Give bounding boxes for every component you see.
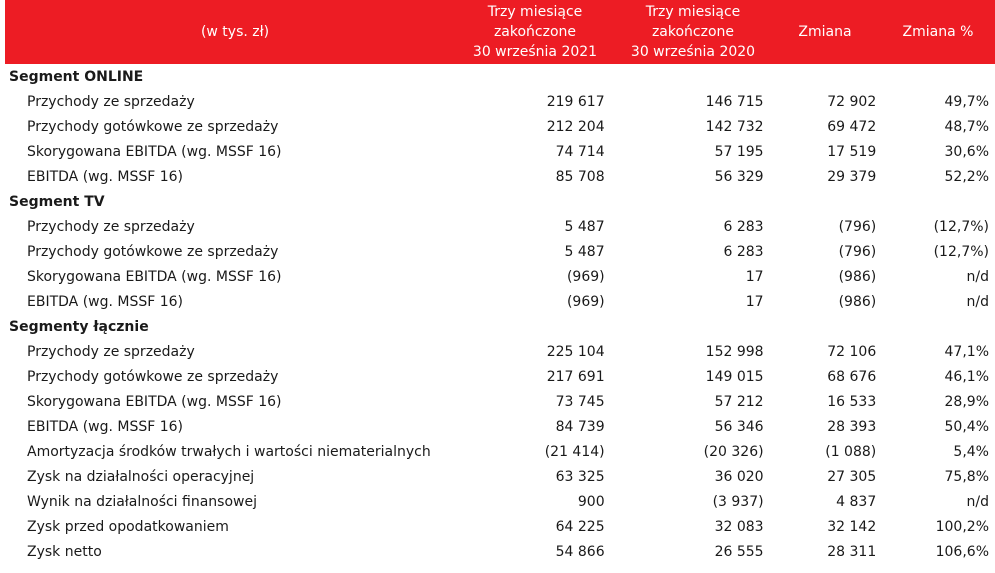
- cell-value-2021: 225 104: [546, 343, 605, 360]
- cell-value-2020: 36 020: [714, 468, 764, 485]
- cell-change: 29 379: [827, 168, 877, 185]
- cell-change-pct: 100,2%: [935, 518, 989, 535]
- table-row: [5, 389, 995, 414]
- header-col-change-label: Zmiana: [798, 24, 852, 40]
- cell-change-pct: n/d: [966, 493, 989, 510]
- segment-header-row: [5, 314, 995, 339]
- header-col-2021-line: 30 września 2021: [472, 44, 598, 60]
- table-row: [5, 539, 995, 564]
- cell-change-pct: 75,8%: [944, 468, 989, 485]
- cell-change-pct: 5,4%: [953, 443, 989, 460]
- cell-value-2021: (969): [566, 268, 605, 285]
- cell-change: (796): [838, 218, 877, 235]
- header-col-2021-line: Trzy miesiące: [487, 4, 583, 20]
- cell-value-2020: 6 283: [723, 218, 764, 235]
- cell-change-pct: n/d: [966, 268, 989, 285]
- segment-title: Segment TV: [9, 193, 105, 210]
- table-row: [5, 464, 995, 489]
- header-col-change-pct-label: Zmiana %: [902, 24, 974, 40]
- cell-value-2020: (3 937): [712, 493, 764, 510]
- row-label: Przychody ze sprzedaży: [27, 93, 195, 110]
- header-col-2020-line: zakończone: [651, 24, 735, 40]
- financial-table-body: [5, 64, 995, 564]
- cell-value-2021: 219 617: [546, 93, 605, 110]
- cell-change: 68 676: [827, 368, 877, 385]
- cell-change: 17 519: [827, 143, 877, 160]
- cell-change-pct: 106,6%: [935, 543, 989, 560]
- table-row: [5, 139, 995, 164]
- header-unit: [5, 0, 465, 64]
- cell-value-2020: 6 283: [723, 243, 764, 260]
- cell-change: 69 472: [827, 118, 877, 135]
- cell-change: 16 533: [827, 393, 877, 410]
- cell-change-pct: 30,6%: [944, 143, 989, 160]
- row-label: EBITDA (wg. MSSF 16): [27, 293, 184, 310]
- segment-title: Segment ONLINE: [9, 68, 144, 85]
- cell-value-2021: 54 866: [555, 543, 605, 560]
- table-row: [5, 89, 995, 114]
- cell-change: 32 142: [827, 518, 877, 535]
- header-col-change-pct: [885, 0, 991, 64]
- row-label: Przychody gotówkowe ze sprzedaży: [27, 243, 279, 260]
- header-col-2021: [467, 0, 603, 64]
- cell-value-2020: 26 555: [714, 543, 764, 560]
- cell-change: 28 393: [827, 418, 877, 435]
- financial-table-container: [5, 0, 995, 564]
- header-col-change: [775, 0, 875, 64]
- table-row: [5, 439, 995, 464]
- table-row: [5, 414, 995, 439]
- cell-value-2021: 212 204: [546, 118, 605, 135]
- cell-value-2020: 56 329: [714, 168, 764, 185]
- cell-value-2021: 5 487: [564, 243, 605, 260]
- table-row: [5, 289, 995, 314]
- cell-value-2020: 56 346: [714, 418, 764, 435]
- row-label: Przychody gotówkowe ze sprzedaży: [27, 118, 279, 135]
- cell-value-2020: 57 212: [714, 393, 764, 410]
- cell-change-pct: 46,1%: [944, 368, 989, 385]
- cell-value-2021: (21 414): [544, 443, 605, 460]
- cell-value-2021: 217 691: [546, 368, 605, 385]
- cell-value-2021: 63 325: [555, 468, 605, 485]
- cell-change: 4 837: [836, 493, 877, 510]
- segment-header-row: [5, 189, 995, 214]
- cell-value-2020: 149 015: [705, 368, 764, 385]
- row-label: Zysk przed opodatkowaniem: [27, 518, 229, 535]
- table-row: [5, 514, 995, 539]
- cell-change: (986): [838, 293, 877, 310]
- table-row: [5, 214, 995, 239]
- segment-header-row: [5, 64, 995, 89]
- cell-value-2021: 73 745: [555, 393, 605, 410]
- row-label: Skorygowana EBITDA (wg. MSSF 16): [27, 268, 282, 285]
- table-row: [5, 264, 995, 289]
- cell-value-2021: 900: [577, 493, 605, 510]
- cell-value-2021: 74 714: [555, 143, 605, 160]
- cell-change-pct: 47,1%: [944, 343, 989, 360]
- cell-change-pct: 49,7%: [944, 93, 989, 110]
- header-col-2021-line: zakończone: [493, 24, 577, 40]
- row-label: EBITDA (wg. MSSF 16): [27, 418, 184, 435]
- table-row: [5, 239, 995, 264]
- header-col-2020-line: 30 września 2020: [630, 44, 756, 60]
- cell-change-pct: 48,7%: [944, 118, 989, 135]
- segment-title: Segmenty łącznie: [9, 318, 149, 335]
- row-label: Przychody ze sprzedaży: [27, 218, 195, 235]
- cell-value-2021: 5 487: [564, 218, 605, 235]
- row-label: Zysk netto: [27, 543, 102, 560]
- header-unit-label: (w tys. zł): [200, 24, 270, 40]
- cell-change: 72 902: [827, 93, 877, 110]
- cell-change: (796): [838, 243, 877, 260]
- cell-value-2020: 17: [745, 268, 764, 285]
- cell-value-2021: 85 708: [555, 168, 605, 185]
- cell-change-pct: 52,2%: [944, 168, 989, 185]
- header-col-2020: [619, 0, 767, 64]
- table-row: [5, 489, 995, 514]
- cell-change: 27 305: [827, 468, 877, 485]
- cell-value-2020: 152 998: [705, 343, 764, 360]
- cell-change-pct: (12,7%): [933, 218, 989, 235]
- cell-value-2020: 57 195: [714, 143, 764, 160]
- row-label: Przychody gotówkowe ze sprzedaży: [27, 368, 279, 385]
- cell-value-2021: (969): [566, 293, 605, 310]
- cell-change-pct: n/d: [966, 293, 989, 310]
- cell-change: 72 106: [827, 343, 877, 360]
- cell-value-2021: 64 225: [555, 518, 605, 535]
- table-row: [5, 114, 995, 139]
- header-col-2020-line: Trzy miesiące: [645, 4, 741, 20]
- financial-table: [5, 64, 995, 564]
- cell-change: (986): [838, 268, 877, 285]
- row-label: Przychody ze sprzedaży: [27, 343, 195, 360]
- row-label: Wynik na działalności finansowej: [27, 493, 257, 510]
- cell-value-2020: 17: [745, 293, 764, 310]
- row-label: Zysk na działalności operacyjnej: [27, 468, 255, 485]
- row-label: Skorygowana EBITDA (wg. MSSF 16): [27, 393, 282, 410]
- cell-change-pct: 50,4%: [944, 418, 989, 435]
- table-row: [5, 164, 995, 189]
- cell-value-2020: 146 715: [705, 93, 764, 110]
- cell-change-pct: (12,7%): [933, 243, 989, 260]
- cell-change: 28 311: [827, 543, 877, 560]
- row-label: EBITDA (wg. MSSF 16): [27, 168, 184, 185]
- cell-value-2020: (20 326): [703, 443, 764, 460]
- table-header: [5, 0, 995, 64]
- cell-value-2021: 84 739: [555, 418, 605, 435]
- cell-change-pct: 28,9%: [944, 393, 989, 410]
- row-label: Amortyzacja środków trwałych i wartości niematerialnych: [27, 443, 431, 460]
- table-row: [5, 339, 995, 364]
- cell-change: (1 088): [825, 443, 877, 460]
- cell-value-2020: 142 732: [705, 118, 764, 135]
- cell-value-2020: 32 083: [714, 518, 764, 535]
- table-row: [5, 364, 995, 389]
- row-label: Skorygowana EBITDA (wg. MSSF 16): [27, 143, 282, 160]
